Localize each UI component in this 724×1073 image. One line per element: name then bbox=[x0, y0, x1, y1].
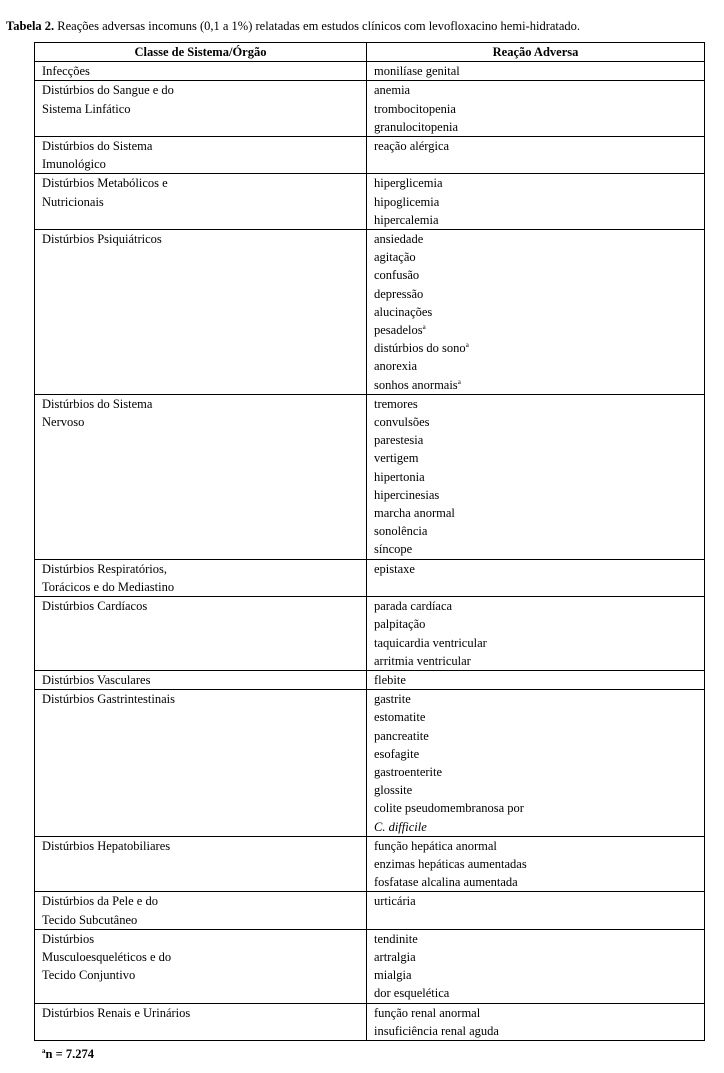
table-row bbox=[35, 230, 705, 395]
table-row bbox=[35, 597, 705, 671]
adverse-reaction-item bbox=[374, 837, 700, 855]
adverse-reaction-text: parestesia bbox=[374, 433, 424, 448]
adverse-reaction-item bbox=[374, 597, 700, 615]
adverse-reaction-item bbox=[374, 100, 700, 118]
system-organ-class-cell: Distúrbios Vasculares bbox=[35, 670, 367, 689]
header-adverse-reaction: Reação Adversa bbox=[367, 43, 705, 62]
adverse-reaction-item bbox=[374, 690, 700, 708]
table-row bbox=[35, 892, 705, 929]
adverse-reaction-text: dor esquelética bbox=[374, 986, 450, 1001]
table-row bbox=[35, 836, 705, 892]
adverse-reaction-text: colite pseudomembranosa por bbox=[374, 801, 524, 816]
caption-text: Reações adversas incomuns (0,1 a 1%) relatadas em estudos clínicos com levofloxacino hemi-hidratado. bbox=[57, 19, 581, 33]
adverse-reaction-item bbox=[374, 504, 700, 522]
adverse-reaction-item bbox=[374, 174, 700, 192]
table-row bbox=[35, 174, 705, 230]
adverse-reaction-text: depressão bbox=[374, 286, 424, 301]
caption-label: Tabela 2. bbox=[6, 19, 55, 33]
adverse-reaction-text: pesadelos bbox=[374, 323, 423, 338]
adverse-reaction-item bbox=[374, 781, 700, 799]
adverse-reaction-item bbox=[374, 62, 700, 80]
adverse-reaction-text: alucinações bbox=[374, 304, 433, 319]
system-organ-class-cell: Distúrbios da Pele e do Tecido Subcutâneo bbox=[35, 892, 367, 929]
adverse-reaction-item bbox=[374, 303, 700, 321]
adverse-reaction-item bbox=[374, 376, 700, 394]
adverse-reaction-cell bbox=[367, 597, 705, 671]
adverse-reaction-item bbox=[374, 522, 700, 540]
adverse-reaction-cell bbox=[367, 690, 705, 837]
adverse-reaction-text: monilíase genital bbox=[374, 64, 460, 79]
system-organ-class-cell: Distúrbios do Sangue e do Sistema Linfático bbox=[35, 81, 367, 137]
adverse-reaction-item bbox=[374, 193, 700, 211]
adverse-reaction-text: arritmia ventricular bbox=[374, 653, 471, 668]
adverse-reaction-item bbox=[374, 449, 700, 467]
adverse-reaction-item bbox=[374, 395, 700, 413]
adverse-reaction-item bbox=[374, 930, 700, 948]
footnote-marker: a bbox=[422, 323, 426, 332]
adverse-reaction-text: confusão bbox=[374, 268, 420, 283]
adverse-reaction-text: distúrbios do sono bbox=[374, 341, 466, 356]
adverse-reaction-text: epistaxe bbox=[374, 561, 415, 576]
adverse-reaction-text: ansiedade bbox=[374, 232, 424, 247]
adverse-reaction-text: tendinite bbox=[374, 931, 418, 946]
adverse-reaction-cell bbox=[367, 137, 705, 174]
system-organ-class-cell: Distúrbios Musculoesqueléticos e do Tecido Conjuntivo bbox=[35, 929, 367, 1003]
adverse-reaction-cell bbox=[367, 559, 705, 596]
adverse-reaction-item bbox=[374, 727, 700, 745]
adverse-reaction-text: hipercalemia bbox=[374, 212, 439, 227]
footnote-marker: a bbox=[42, 1047, 46, 1055]
adverse-reaction-cell bbox=[367, 174, 705, 230]
adverse-reaction-text: gastrite bbox=[374, 692, 411, 707]
adverse-reaction-item bbox=[374, 948, 700, 966]
table-header-row bbox=[35, 43, 705, 62]
adverse-reaction-item bbox=[374, 873, 700, 891]
system-organ-class-cell: Distúrbios Hepatobiliares bbox=[35, 836, 367, 892]
table-row bbox=[35, 137, 705, 174]
adverse-reaction-text: função hepática anormal bbox=[374, 838, 497, 853]
adverse-reaction-text: urticária bbox=[374, 894, 416, 909]
adverse-reaction-text: taquicardia ventricular bbox=[374, 635, 487, 650]
adverse-reaction-text: pancreatite bbox=[374, 728, 429, 743]
adverse-reaction-item bbox=[374, 615, 700, 633]
adverse-reaction-text: flebite bbox=[374, 672, 406, 687]
adverse-reaction-text: gastroenterite bbox=[374, 764, 443, 779]
adverse-reaction-item bbox=[374, 634, 700, 652]
adverse-reaction-item bbox=[374, 285, 700, 303]
adverse-reaction-text: sonhos anormais bbox=[374, 377, 458, 392]
system-organ-class-cell: Distúrbios Cardíacos bbox=[35, 597, 367, 671]
adverse-reaction-item bbox=[374, 357, 700, 375]
table-body bbox=[35, 62, 705, 1041]
adverse-reaction-text: hipercinesias bbox=[374, 487, 440, 502]
adverse-reaction-item bbox=[374, 966, 700, 984]
adverse-reaction-item bbox=[374, 431, 700, 449]
adverse-reaction-cell bbox=[367, 230, 705, 395]
adverse-reaction-item bbox=[374, 1004, 700, 1022]
adverse-reaction-text: C. difficile bbox=[374, 819, 427, 834]
table-row bbox=[35, 62, 705, 81]
system-organ-class-cell: Distúrbios Gastrintestinais bbox=[35, 690, 367, 837]
adverse-reaction-text: artralgia bbox=[374, 949, 416, 964]
system-organ-class-cell: Distúrbios Renais e Urinários bbox=[35, 1003, 367, 1040]
adverse-reaction-item bbox=[374, 763, 700, 781]
table-row bbox=[35, 670, 705, 689]
adverse-reaction-cell bbox=[367, 892, 705, 929]
adverse-reaction-text: hipoglicemia bbox=[374, 194, 440, 209]
table-row bbox=[35, 559, 705, 596]
adverse-reaction-text: marcha anormal bbox=[374, 506, 455, 521]
adverse-reaction-item bbox=[374, 818, 700, 836]
adverse-reaction-cell bbox=[367, 81, 705, 137]
adverse-reactions-table bbox=[34, 42, 705, 1041]
adverse-reaction-text: convulsões bbox=[374, 415, 430, 430]
adverse-reaction-item bbox=[374, 137, 700, 155]
adverse-reaction-text: enzimas hepáticas aumentadas bbox=[374, 856, 527, 871]
footnote-marker: a bbox=[457, 377, 461, 386]
adverse-reaction-text: trombocitopenia bbox=[374, 101, 456, 116]
adverse-reaction-cell bbox=[367, 836, 705, 892]
adverse-reaction-cell bbox=[367, 929, 705, 1003]
adverse-reaction-text: hiperglicemia bbox=[374, 176, 443, 191]
adverse-reaction-cell bbox=[367, 670, 705, 689]
adverse-reaction-item bbox=[374, 413, 700, 431]
adverse-reaction-text: tremores bbox=[374, 396, 418, 411]
adverse-reaction-item bbox=[374, 984, 700, 1002]
footnote-marker: a bbox=[465, 341, 469, 350]
adverse-reaction-item bbox=[374, 671, 700, 689]
adverse-reaction-text: anorexia bbox=[374, 359, 418, 374]
adverse-reaction-text: fosfatase alcalina aumentada bbox=[374, 875, 518, 890]
adverse-reaction-cell bbox=[367, 62, 705, 81]
adverse-reaction-item bbox=[374, 892, 700, 910]
adverse-reaction-text: granulocitopenia bbox=[374, 119, 458, 134]
adverse-reaction-cell bbox=[367, 394, 705, 559]
table-row bbox=[35, 81, 705, 137]
adverse-reaction-item bbox=[374, 266, 700, 284]
adverse-reaction-text: síncope bbox=[374, 542, 413, 557]
adverse-reaction-text: função renal anormal bbox=[374, 1005, 481, 1020]
adverse-reaction-item bbox=[374, 211, 700, 229]
adverse-reaction-text: esofagite bbox=[374, 746, 420, 761]
adverse-reaction-text: sonolência bbox=[374, 524, 428, 539]
adverse-reaction-item bbox=[374, 81, 700, 99]
system-organ-class-cell: Distúrbios Psiquiátricos bbox=[35, 230, 367, 395]
adverse-reaction-text: vertigem bbox=[374, 451, 419, 466]
adverse-reaction-text: insuficiência renal aguda bbox=[374, 1023, 499, 1038]
system-organ-class-cell: Infecções bbox=[35, 62, 367, 81]
adverse-reaction-text: estomatite bbox=[374, 710, 426, 725]
adverse-reaction-text: hipertonia bbox=[374, 469, 425, 484]
table-caption bbox=[6, 19, 580, 34]
adverse-reaction-item bbox=[374, 1022, 700, 1040]
adverse-reaction-item bbox=[374, 708, 700, 726]
adverse-reaction-item bbox=[374, 652, 700, 670]
adverse-reaction-text: mialgia bbox=[374, 968, 412, 983]
adverse-reaction-item bbox=[374, 339, 700, 357]
system-organ-class-cell: Distúrbios do Sistema Nervoso bbox=[35, 394, 367, 559]
footnote bbox=[42, 1047, 94, 1062]
adverse-reaction-item bbox=[374, 486, 700, 504]
adverse-reaction-item bbox=[374, 230, 700, 248]
adverse-reaction-text: reação alérgica bbox=[374, 139, 450, 154]
adverse-reaction-cell bbox=[367, 1003, 705, 1040]
adverse-reaction-text: agitação bbox=[374, 250, 416, 265]
adverse-reaction-item bbox=[374, 799, 700, 817]
adverse-reaction-item bbox=[374, 248, 700, 266]
system-organ-class-cell: Distúrbios Metabólicos e Nutricionais bbox=[35, 174, 367, 230]
table-row bbox=[35, 1003, 705, 1040]
adverse-reaction-item bbox=[374, 468, 700, 486]
footnote-text: n = 7.274 bbox=[45, 1047, 94, 1061]
adverse-reaction-text: anemia bbox=[374, 83, 411, 98]
table-row bbox=[35, 394, 705, 559]
system-organ-class-cell: Distúrbios Respiratórios, Torácicos e do Mediastino bbox=[35, 559, 367, 596]
adverse-reaction-item bbox=[374, 560, 700, 578]
adverse-reaction-item bbox=[374, 745, 700, 763]
system-organ-class-cell: Distúrbios do Sistema Imunológico bbox=[35, 137, 367, 174]
table-row bbox=[35, 690, 705, 837]
table-row bbox=[35, 929, 705, 1003]
header-system-organ-class: Classe de Sistema/Órgão bbox=[35, 43, 367, 62]
adverse-reaction-text: parada cardíaca bbox=[374, 599, 453, 614]
adverse-reaction-text: palpitação bbox=[374, 617, 426, 632]
adverse-reaction-text: glossite bbox=[374, 783, 413, 798]
adverse-reaction-item bbox=[374, 118, 700, 136]
adverse-reaction-item bbox=[374, 321, 700, 339]
adverse-reaction-item bbox=[374, 855, 700, 873]
adverse-reaction-item bbox=[374, 540, 700, 558]
